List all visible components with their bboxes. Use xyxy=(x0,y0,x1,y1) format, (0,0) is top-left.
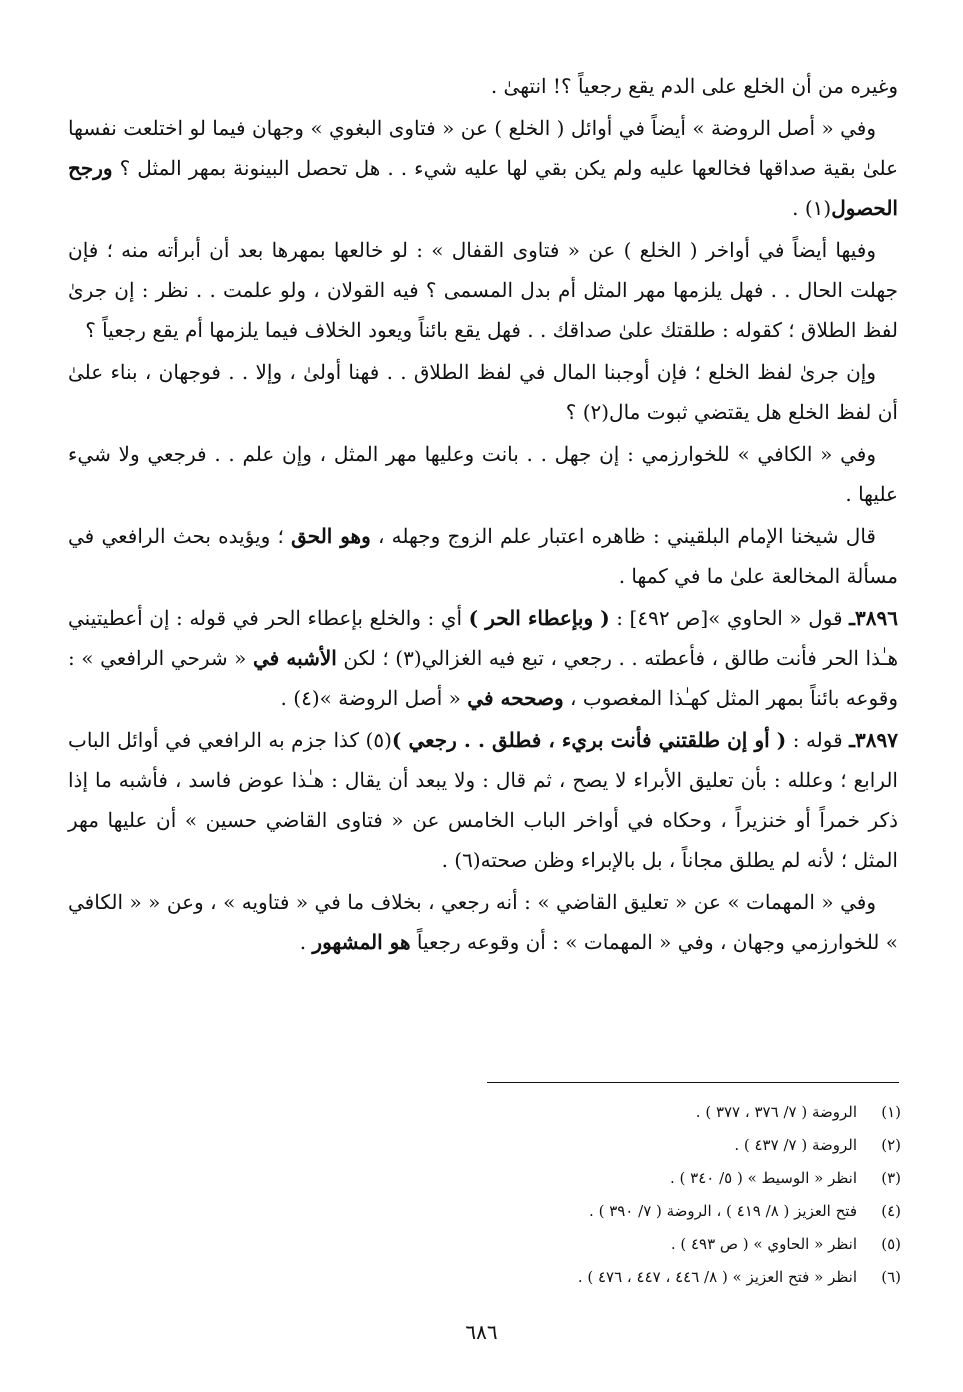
text-run: وإن جرىٰ لفظ الخلع ؛ فإن أوجبنا المال في لفظ الطلاق . . فهنا أولىٰ ، وإلا . . فوجهان ، بناء علىٰ أن لفظ الخلع هل يقتضي ثبوت مال(٢) ؟ xyxy=(68,360,898,424)
bold-text: وهو الحق xyxy=(291,524,371,548)
footnote xyxy=(341,1162,901,1195)
text-run: وفيها أيضاً في أواخر ( الخلع ) عن « فتاوى القفال » : لو خالعها بمهرها بعد أن أبرأته منه ؛ فإن جهلت الحال . . فهل يلزمها مهر المثل أم بدل المسمى ؟ فيه القولان ، ولو علمت . . نظر : إن جرىٰ لفظ الطلاق ؛ كقوله : طلقتك علىٰ صداقك . . فهل يقع بائناً ويعود الخلاف فيما يلزمها أم يقع رجعياً ؟ xyxy=(68,238,898,342)
paragraph xyxy=(68,720,898,880)
footnote-text: فتح العزيز ( ٨/ ٤١٩ ) ، الروضة ( ٧/ ٣٩٠ ) . xyxy=(589,1202,857,1220)
bold-text: هو المشهور xyxy=(312,930,411,954)
footnote-number: (١) xyxy=(881,1103,901,1121)
text-run: قوله : xyxy=(786,728,850,752)
footnote-separator xyxy=(487,1082,899,1083)
paragraph xyxy=(68,66,898,106)
bold-text: ( أو إن طلقتني فأنت بريء ، فطلق . . رجعي ) xyxy=(391,728,787,752)
footnote-number: (٢) xyxy=(881,1136,901,1154)
bold-text: ( وبإعطاء الحر ) xyxy=(468,606,610,630)
footnote xyxy=(341,1228,901,1261)
paragraph xyxy=(68,598,898,718)
text-run: (١) . xyxy=(792,196,832,220)
bold-text: ٣٨٩٦ـ xyxy=(849,606,898,630)
paragraph xyxy=(68,230,898,350)
footnote-text: الروضة ( ٧/ ٤٣٧ ) . xyxy=(734,1136,857,1154)
paragraph xyxy=(68,352,898,432)
text-run: وفي « الكافي » للخوارزمي : إن جهل . . بانت وعليها مهر المثل ، وإن علم . . فرجعي ولا شيء عليها . xyxy=(68,442,898,506)
page-number: ٦٨٦ xyxy=(465,1320,498,1344)
footnote-number: (٤) xyxy=(881,1202,901,1220)
bold-text: ٣٨٩٧ـ xyxy=(849,728,898,752)
footnotes-list xyxy=(341,1096,901,1294)
text-run: وغيره من أن الخلع على الدم يقع رجعياً ؟! انتهىٰ . xyxy=(490,74,898,98)
footnote-text: انظر « الوسيط » ( ٥/ ٣٤٠ ) . xyxy=(669,1169,857,1187)
footnote xyxy=(341,1129,901,1162)
text-run: قول « الحاوي »[ص ٤٩٢] : xyxy=(609,606,850,630)
text-run: أي : والخلع بإعطاء الحر في قوله : إن أعطيتيني هـٰذا الحر فأنت طالق ، فأعطته . . رجعي ، تبع فيه الغزالي(٣) ؛ لكن xyxy=(68,606,899,670)
text-run: وفي « المهمات » عن « تعليق القاضي » : أنه رجعي ، بخلاف ما في « فتاويه » ، وعن « « الكافي » للخوارزمي وجهان ، وفي « المهمات » : أن وقوعه رجعياً xyxy=(68,890,898,954)
text-run: « شرحي الرافعي » : وقوعه بائناً بمهر المثل كهـٰذا المغصوب ، xyxy=(68,646,898,710)
footnote-text: الروضة ( ٧/ ٣٧٦ ، ٣٧٧ ) . xyxy=(695,1103,857,1121)
footnote-number: (٥) xyxy=(881,1235,901,1253)
footnote-text: انظر « فتح العزيز » ( ٨/ ٤٤٦ ، ٤٤٧ ، ٤٧٦ ) . xyxy=(577,1268,857,1286)
text-run: قال شيخنا الإمام البلقيني : ظاهره اعتبار علم الزوج وجهله ، xyxy=(370,524,876,548)
text-run: . xyxy=(299,930,313,954)
paragraph xyxy=(68,516,898,596)
text-run: وفي « أصل الروضة » أيضاً في أوائل ( الخلع ) عن « فتاوى البغوي » وجهان فيما لو اختلعت نفسها علىٰ بقية صداقها فخالعها عليه ولم يكن بقي لها عليه شيء . . هل تحصل البينونة بمهر المثل ؟ xyxy=(68,116,898,180)
footnote-number: (٣) xyxy=(881,1169,901,1187)
footnote-number: (٦) xyxy=(881,1268,901,1286)
text-run: ؛ ويؤيده بحث الرافعي في مسألة المخالعة علىٰ ما في كمها . xyxy=(68,524,898,588)
footnote xyxy=(341,1195,901,1228)
bold-text: وصححه في xyxy=(467,686,564,710)
text-run: (٥) كذا جزم به الرافعي في أوائل الباب الرابع ؛ وعلله : بأن تعليق الأبراء لا يصح ، ثم قال : ولا يبعد أن يقال : هـٰذا عوض فاسد ، فأشبه ما إذا ذكر خمراً أو خنزيراً ، وحكاه في أواخر الباب الخامس عن « فتاوى القاضي حسين » أن عليها مهر المثل ؛ لأنه لم يطلق مجاناً ، بل بالإبراء وظن صحته(٦) . xyxy=(68,728,898,872)
paragraph xyxy=(68,882,898,962)
paragraph xyxy=(68,108,898,228)
bold-text: الأشبه في xyxy=(252,646,337,670)
footnote xyxy=(341,1096,901,1129)
footnote xyxy=(341,1261,901,1294)
main-text xyxy=(68,66,898,964)
footnote-text: انظر « الحاوي » ( ص ٤٩٣ ) . xyxy=(670,1235,857,1253)
paragraph xyxy=(68,434,898,514)
text-run: « أصل الروضة »(٤) . xyxy=(280,686,468,710)
bold-text: ورجح الحصول xyxy=(68,156,898,220)
